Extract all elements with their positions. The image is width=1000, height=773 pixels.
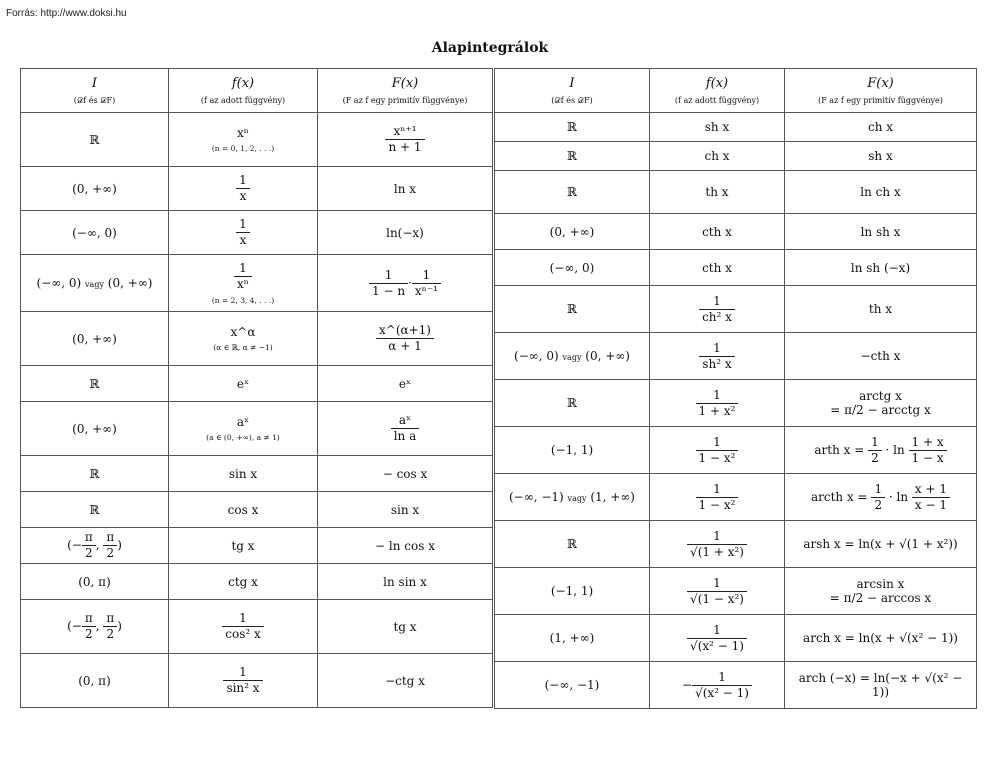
formula-expr: tg x <box>231 538 255 553</box>
integrand-cell <box>169 366 318 402</box>
numerator: 1 + x <box>909 435 947 451</box>
interval-cell <box>21 492 169 528</box>
interval-cell <box>495 113 650 142</box>
denominator: 2 <box>106 546 115 560</box>
integrand-cell <box>169 600 318 654</box>
table-row <box>495 568 977 615</box>
formula-prefix: arth x = <box>814 442 869 457</box>
fraction <box>699 341 734 372</box>
or-label: vagy <box>562 353 582 362</box>
formula-expr: sh x <box>704 120 730 134</box>
formula-text: ln x <box>393 181 417 196</box>
interval: (0, +∞) <box>107 276 153 290</box>
formula-operator: · <box>408 275 412 290</box>
formula-text: ln(−x) <box>386 225 424 240</box>
table-row <box>495 171 977 214</box>
integrand-cell <box>650 142 785 171</box>
primitive-cell <box>785 333 977 380</box>
fraction <box>696 388 739 419</box>
fraction <box>696 435 739 466</box>
parameter-note: (a ∈ (0, +∞), a ≠ 1) <box>206 433 280 442</box>
primitive-cell <box>785 615 977 662</box>
primitive-cell <box>318 167 493 211</box>
table-row <box>495 113 977 142</box>
interval: (−∞, 0) <box>514 349 559 363</box>
primitive-cell <box>785 427 977 474</box>
fraction <box>699 294 735 325</box>
primitive-cell <box>318 492 493 528</box>
fraction <box>687 576 747 607</box>
header-description: (F az f egy primitív függvénye) <box>342 95 468 105</box>
table-row <box>21 113 493 167</box>
cell-text: ℝ <box>567 149 577 163</box>
fraction <box>687 529 747 560</box>
cell-text: (1, +∞) <box>549 631 595 645</box>
header-description: (𝒟f és 𝒟F) <box>73 95 116 105</box>
numerator: 1 <box>236 173 250 189</box>
primitive-cell <box>785 380 977 427</box>
denominator: x − 1 <box>914 497 947 512</box>
formula-expr: ctg x <box>228 574 258 589</box>
integrand-cell <box>650 662 785 709</box>
table-row <box>21 528 493 564</box>
denominator: x <box>239 189 247 203</box>
numerator: π <box>103 611 117 627</box>
formula-operator: , <box>95 619 104 633</box>
numerator: π <box>103 530 117 546</box>
cell-text: ℝ <box>567 120 577 134</box>
interval-cell <box>21 654 169 708</box>
table-row <box>495 662 977 709</box>
fraction <box>412 268 441 299</box>
integral-table-right <box>494 68 977 709</box>
interval: (−∞, 0) <box>36 276 82 290</box>
denominator: 2 <box>871 450 879 465</box>
integrand-cell <box>169 654 318 708</box>
numerator: 1 <box>234 261 252 277</box>
interval-cell <box>21 211 169 255</box>
header-symbol: f(x) <box>231 75 255 91</box>
fraction <box>696 482 739 513</box>
formula-line: = π/2 − arccos x <box>829 591 932 605</box>
table-row <box>21 366 493 402</box>
header-symbol: I <box>91 75 98 91</box>
interval-cell <box>495 380 650 427</box>
header-symbol: F(x) <box>867 75 894 91</box>
fraction <box>236 173 250 204</box>
integrand-cell <box>650 286 785 333</box>
denominator: 2 <box>84 546 93 560</box>
header-description: (f az adott függvény) <box>674 95 760 105</box>
cell-text: (0, +∞) <box>549 224 595 239</box>
table-row <box>495 142 977 171</box>
interval: (−∞, −1) <box>508 490 564 504</box>
denominator: ch² x <box>702 309 732 324</box>
primitive-cell <box>785 171 977 214</box>
source-caption: Forrás: http://www.doksi.hu <box>6 8 127 19</box>
denominator: 2 <box>874 497 883 512</box>
table-row <box>21 564 493 600</box>
denominator: √(x² − 1) <box>690 638 744 653</box>
formula-text: arsh x = ln(x + √(1 + x²)) <box>803 537 958 551</box>
primitive-cell <box>785 521 977 568</box>
denominator: n + 1 <box>388 140 422 154</box>
denominator: sin² x <box>226 681 260 695</box>
primitive-cell <box>785 250 977 286</box>
numerator: aˣ <box>391 413 420 429</box>
table-row <box>21 211 493 255</box>
cell-text: (−1, 1) <box>550 584 594 598</box>
numerator: 1 <box>871 482 885 498</box>
denominator: α + 1 <box>388 339 422 353</box>
numerator: 1 <box>236 217 250 233</box>
formula-expr: cos x <box>227 502 259 517</box>
denominator: √(1 + x²) <box>690 544 744 559</box>
interval-cell <box>495 214 650 250</box>
table-row <box>495 214 977 250</box>
integrand-cell <box>650 615 785 662</box>
interval-cell <box>495 568 650 615</box>
primitive-cell <box>785 662 977 709</box>
table-row <box>495 250 977 286</box>
formula-expr: cth x <box>702 224 732 239</box>
integrand-cell <box>650 113 785 142</box>
fraction <box>692 670 752 701</box>
primitive-cell <box>785 113 977 142</box>
cell-text: ℝ <box>567 537 577 551</box>
formula-operator: · ln <box>885 489 912 504</box>
or-label: vagy <box>85 280 104 289</box>
fraction <box>687 623 747 654</box>
interval-cell <box>21 113 169 167</box>
header-integrand <box>169 69 318 113</box>
header-interval <box>495 69 650 113</box>
numerator: 1 <box>699 341 734 357</box>
interval: (0, +∞) <box>585 349 630 363</box>
table-row <box>495 333 977 380</box>
fraction <box>376 323 434 354</box>
interval-cell <box>495 662 650 709</box>
denominator: cos² x <box>225 627 261 641</box>
integral-table-left <box>20 68 493 708</box>
numerator: 1 <box>222 611 264 627</box>
primitive-cell <box>318 255 493 312</box>
formula-text: −ctg x <box>385 673 425 688</box>
cell-text: (0, +∞) <box>72 181 117 196</box>
integrand-cell <box>650 568 785 615</box>
table-row <box>21 312 493 366</box>
numerator: 1 <box>687 529 747 545</box>
formula-text: tg x <box>393 619 417 634</box>
integrand-cell <box>169 402 318 456</box>
table-row <box>495 615 977 662</box>
formula-operator: , <box>95 538 104 552</box>
header-row <box>21 69 493 113</box>
fraction <box>369 268 408 299</box>
table-row <box>21 600 493 654</box>
integrand-cell <box>169 113 318 167</box>
formula-text: sin x <box>390 502 420 517</box>
table-row <box>495 286 977 333</box>
numerator: 1 <box>696 388 739 404</box>
interval-cell <box>21 167 169 211</box>
cell-text: (−∞, 0) <box>72 225 117 240</box>
interval: (1, +∞) <box>590 490 635 504</box>
table-row <box>21 402 493 456</box>
fraction <box>222 611 264 642</box>
formula-text: −cth x <box>860 349 901 363</box>
cell-text: ℝ <box>89 466 100 481</box>
fraction <box>234 261 252 292</box>
formula-expr: aˣ <box>236 415 250 429</box>
numerator: 1 <box>692 670 752 686</box>
numerator: 1 <box>223 665 262 681</box>
interval-cell <box>21 312 169 366</box>
primitive-cell <box>318 366 493 402</box>
header-description: (F az f egy primitív függvénye) <box>818 95 943 105</box>
integrand-cell <box>169 564 318 600</box>
fraction <box>82 611 96 642</box>
numerator: π <box>82 530 96 546</box>
interval-cell <box>495 474 650 521</box>
integrand-cell <box>650 333 785 380</box>
integrand-cell <box>650 171 785 214</box>
cell-text: ℝ <box>567 185 577 199</box>
table-row <box>495 380 977 427</box>
primitive-cell <box>318 402 493 456</box>
interval-cell <box>495 427 650 474</box>
parameter-note: (n = 0, 1, 2, . . .) <box>211 144 275 153</box>
numerator: x^(α+1) <box>376 323 434 339</box>
interval-cell <box>495 333 650 380</box>
table-row <box>21 492 493 528</box>
table-row <box>21 654 493 708</box>
denominator: 1 − x <box>911 450 944 465</box>
interval-cell <box>21 402 169 456</box>
integrand-cell <box>169 255 318 312</box>
integrand-cell <box>169 456 318 492</box>
formula-text: ln sh x <box>860 224 901 239</box>
integrand-cell <box>650 214 785 250</box>
formula-text: − ln cos x <box>375 538 435 553</box>
cell-text: (0, π) <box>78 673 111 688</box>
numerator: 1 <box>412 268 441 284</box>
fraction <box>223 665 262 696</box>
cell-text: (−∞, −1) <box>544 678 600 692</box>
table-row <box>495 521 977 568</box>
numerator: 1 <box>696 435 739 451</box>
table-row <box>21 456 493 492</box>
table-row <box>495 427 977 474</box>
formula-expr: x^α <box>230 325 256 339</box>
formula-text: ch x <box>867 120 894 134</box>
integrand-cell <box>650 250 785 286</box>
header-interval <box>21 69 169 113</box>
numerator: π <box>82 611 96 627</box>
cell-text: ℝ <box>89 376 100 391</box>
interval-cell <box>495 615 650 662</box>
primitive-cell <box>318 113 493 167</box>
fraction <box>871 482 885 513</box>
numerator: 1 <box>687 576 747 592</box>
table-row <box>21 255 493 312</box>
cell-text: (−1, 1) <box>550 443 594 457</box>
formula-prefix: arcth x = <box>811 489 872 504</box>
header-description: (𝒟f és 𝒟F) <box>551 95 593 105</box>
formula-expr: ch x <box>704 149 730 163</box>
interval-cell <box>21 456 169 492</box>
primitive-cell <box>318 528 493 564</box>
header-row <box>495 69 977 113</box>
fraction <box>385 124 424 155</box>
cell-text: (0, +∞) <box>72 331 117 346</box>
interval-cell <box>495 286 650 333</box>
interval-cell <box>495 171 650 214</box>
numerator: 1 <box>699 294 735 310</box>
primitive-cell <box>785 142 977 171</box>
formula-text: sh x <box>868 149 893 163</box>
interval-cell <box>21 600 169 654</box>
cell-text: ℝ <box>89 132 100 147</box>
denominator: 1 − x² <box>698 450 736 465</box>
fraction <box>868 435 882 466</box>
formula-line: arctg x <box>859 389 902 403</box>
numerator: 1 <box>868 435 882 451</box>
denominator: 2 <box>106 627 115 641</box>
denominator: x <box>239 233 247 247</box>
numerator: 1 <box>687 623 747 639</box>
formula-text: th x <box>868 302 893 316</box>
parameter-note: (n = 2, 3, 4, . . .) <box>211 296 275 305</box>
primitive-cell <box>785 568 977 615</box>
formula-text: arch (−x) = ln(−x + √(x² − 1)) <box>798 671 963 699</box>
formula-expr: th x <box>705 185 729 199</box>
formula-expr: eˣ <box>236 376 250 391</box>
denominator: 1 − n <box>372 283 406 298</box>
formula-prefix: − <box>682 677 693 692</box>
interval-cell <box>21 366 169 402</box>
fraction <box>82 530 96 561</box>
header-description: (f az adott függvény) <box>200 95 286 105</box>
header-symbol: I <box>569 75 575 91</box>
formula-text: arch x = ln(x + √(x² − 1)) <box>803 631 958 645</box>
interval-cell <box>21 528 169 564</box>
header-symbol: f(x) <box>705 75 729 91</box>
integrand-cell <box>650 521 785 568</box>
table-row <box>495 474 977 521</box>
denominator: sh² x <box>702 356 732 371</box>
denominator: 1 − x² <box>698 497 736 512</box>
formula-text: − cos x <box>382 466 428 481</box>
primitive-cell <box>785 474 977 521</box>
or-label: vagy <box>567 494 587 503</box>
integrand-cell <box>169 312 318 366</box>
integrand-cell <box>169 492 318 528</box>
integrand-cell <box>169 528 318 564</box>
formula-prefix: (− <box>67 619 82 633</box>
table-row <box>21 167 493 211</box>
formula-operator: · ln <box>881 442 909 457</box>
formula-prefix: (− <box>67 538 82 552</box>
formula-suffix: ) <box>117 538 122 552</box>
formula-text: ln sin x <box>383 574 427 589</box>
primitive-cell <box>318 456 493 492</box>
integrand-cell <box>650 427 785 474</box>
formula-text: ln ch x <box>860 185 901 199</box>
interval-cell <box>21 255 169 312</box>
fraction <box>236 217 250 248</box>
primitive-cell <box>318 211 493 255</box>
formula-line: arcsin x <box>856 577 905 591</box>
fraction <box>103 611 117 642</box>
header-primitive <box>318 69 493 113</box>
formula-text: eˣ <box>398 376 412 391</box>
numerator: xⁿ⁺¹ <box>385 124 424 140</box>
formula-expr: cth x <box>702 260 732 275</box>
primitive-cell <box>318 654 493 708</box>
denominator: 2 <box>84 627 93 641</box>
header-integrand <box>650 69 785 113</box>
integrand-cell <box>169 167 318 211</box>
primitive-cell <box>318 600 493 654</box>
cell-text: ℝ <box>89 502 100 517</box>
integrand-cell <box>169 211 318 255</box>
interval-cell <box>495 521 650 568</box>
header-primitive <box>785 69 977 113</box>
numerator: x + 1 <box>912 482 950 498</box>
parameter-note: (α ∈ ℝ, α ≠ −1) <box>213 343 273 352</box>
interval-cell <box>495 142 650 171</box>
cell-text: (−∞, 0) <box>549 260 595 275</box>
page-title: Alapintegrálok <box>431 40 549 56</box>
denominator: xⁿ <box>237 277 249 291</box>
denominator: ln a <box>393 429 417 443</box>
cell-text: ℝ <box>567 396 577 410</box>
primitive-cell <box>318 312 493 366</box>
fraction <box>391 413 420 444</box>
formula-expr: sin x <box>228 466 258 481</box>
cell-text: (0, π) <box>78 574 111 589</box>
primitive-cell <box>785 214 977 250</box>
integrand-cell <box>650 380 785 427</box>
primitive-cell <box>318 564 493 600</box>
numerator: 1 <box>696 482 739 498</box>
fraction <box>103 530 117 561</box>
cell-text: (0, +∞) <box>72 421 117 436</box>
cell-text: ℝ <box>567 302 577 316</box>
primitive-cell <box>785 286 977 333</box>
formula-line: = π/2 − arcctg x <box>830 403 931 417</box>
denominator: √(x² − 1) <box>695 685 749 700</box>
fraction <box>909 435 947 466</box>
integrand-cell <box>650 474 785 521</box>
denominator: xⁿ⁻¹ <box>414 283 438 298</box>
formula-expr: xⁿ <box>237 126 249 140</box>
denominator: √(1 − x²) <box>690 591 744 606</box>
interval-cell <box>495 250 650 286</box>
interval-cell <box>21 564 169 600</box>
numerator: 1 <box>369 268 408 284</box>
denominator: 1 + x² <box>698 403 736 418</box>
fraction <box>912 482 950 513</box>
formula-suffix: ) <box>117 619 122 633</box>
formula-text: ln sh (−x) <box>850 260 911 275</box>
header-symbol: F(x) <box>391 75 419 91</box>
